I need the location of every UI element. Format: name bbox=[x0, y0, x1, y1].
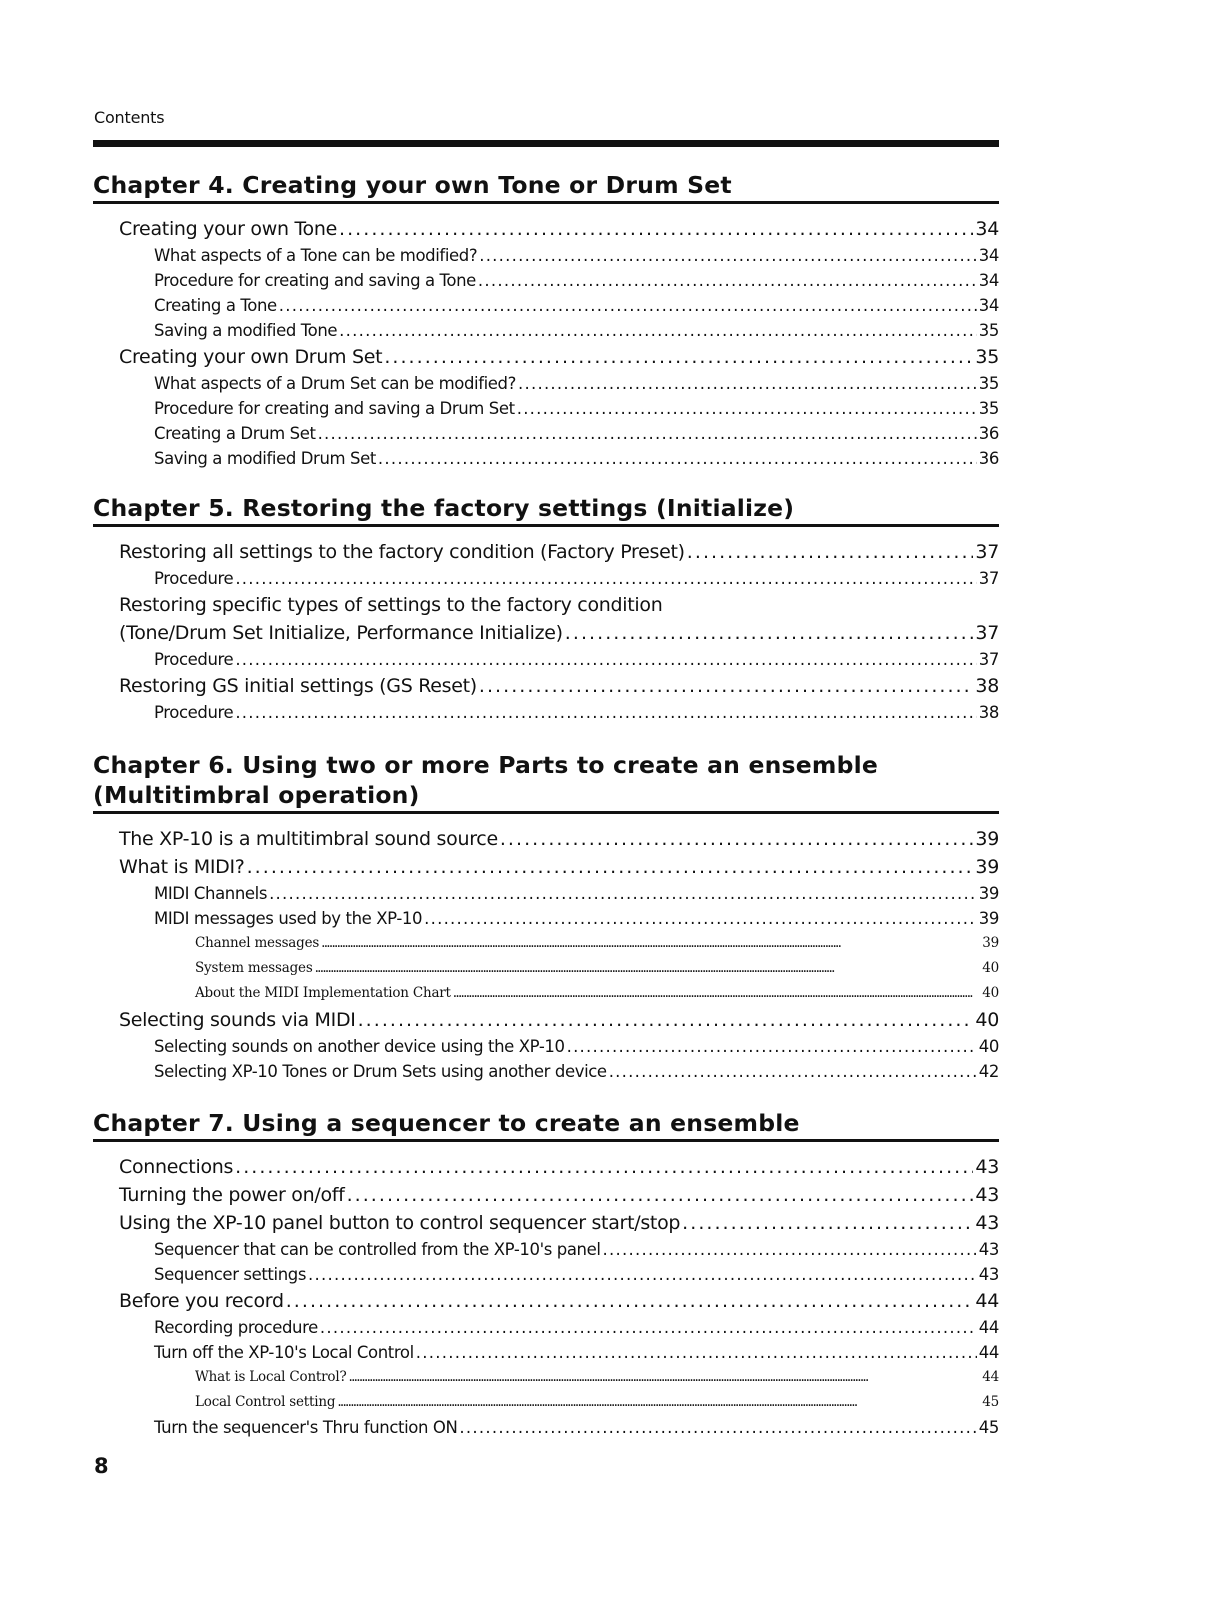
toc-entry[interactable] bbox=[93, 619, 999, 647]
header-rule bbox=[93, 140, 999, 147]
dot-leader bbox=[682, 1209, 973, 1237]
toc-entry-title: Channel messages bbox=[195, 935, 320, 951]
toc-page-number: 35 bbox=[978, 399, 999, 418]
toc-entry[interactable] bbox=[93, 446, 999, 471]
toc-page-number: 35 bbox=[978, 374, 999, 393]
toc-entry-title: Creating a Tone bbox=[154, 296, 277, 315]
toc-page-number: 39 bbox=[978, 909, 999, 928]
toc-entry[interactable] bbox=[93, 566, 999, 591]
toc-page-number: 35 bbox=[975, 346, 999, 368]
toc-entry-title: Connections bbox=[119, 1156, 234, 1178]
dot-leader bbox=[308, 1262, 977, 1287]
toc-entry[interactable] bbox=[93, 700, 999, 725]
dot-leader bbox=[424, 906, 977, 931]
toc-page-number: 42 bbox=[978, 1062, 999, 1081]
dot-leader bbox=[378, 446, 977, 471]
dot-leader bbox=[235, 700, 976, 725]
chapter-title-text: Chapter 4. Creating your own Tone or Drum Set bbox=[93, 171, 732, 199]
toc-page-number: 40 bbox=[975, 1009, 999, 1031]
dot-leader bbox=[479, 243, 977, 268]
toc-entry-title: Creating your own Drum Set bbox=[119, 346, 383, 368]
toc-entry[interactable] bbox=[93, 1340, 999, 1365]
toc-entry[interactable] bbox=[93, 1181, 999, 1209]
toc-entry-title: What is Local Control? bbox=[195, 1369, 347, 1385]
toc-entry-title: Turn the sequencer's Thru function ON bbox=[154, 1418, 458, 1437]
dot-leader bbox=[479, 672, 974, 700]
toc-entry-title: Saving a modified Drum Set bbox=[154, 449, 376, 468]
toc-page-number: 38 bbox=[975, 675, 999, 697]
toc-page-number: 37 bbox=[978, 650, 999, 669]
dot-leader bbox=[416, 1340, 977, 1365]
toc-entry-title: Selecting sounds via MIDI bbox=[119, 1009, 356, 1031]
toc-page-number: 40 bbox=[982, 985, 999, 1001]
toc-entry[interactable] bbox=[93, 1390, 999, 1415]
chapter-4-section bbox=[93, 170, 999, 471]
dot-leader bbox=[500, 825, 974, 853]
dot-leader bbox=[247, 853, 974, 881]
toc-entry[interactable] bbox=[93, 1287, 999, 1315]
toc-entry-title: Restoring all settings to the factory condition (Factory Preset) bbox=[119, 541, 685, 563]
chapter-rule bbox=[93, 524, 999, 527]
toc-page-number: 40 bbox=[982, 960, 999, 976]
dot-leader bbox=[339, 215, 973, 243]
dot-leader bbox=[318, 421, 977, 446]
chapter-title bbox=[93, 170, 999, 201]
toc-entry-title: Recording procedure bbox=[154, 1318, 318, 1337]
dot-leader bbox=[347, 1181, 974, 1209]
toc-entry[interactable] bbox=[93, 293, 999, 318]
toc-entry[interactable] bbox=[93, 825, 999, 853]
toc-entry[interactable] bbox=[93, 906, 999, 931]
toc-entry[interactable] bbox=[93, 1006, 999, 1034]
dot-leader bbox=[339, 318, 977, 343]
toc-entry[interactable] bbox=[93, 1059, 999, 1084]
toc-entry-title: Procedure bbox=[154, 569, 234, 588]
toc-entry[interactable] bbox=[93, 647, 999, 672]
chapter-title-text-line2: (Multitimbral operation) bbox=[93, 781, 420, 809]
toc-entry-title: Procedure bbox=[154, 703, 234, 722]
toc-entry[interactable] bbox=[93, 672, 999, 700]
toc-entry-title: Using the XP-10 panel button to control sequencer start/stop bbox=[119, 1212, 681, 1234]
dot-leader bbox=[518, 371, 977, 396]
toc-entry[interactable] bbox=[93, 371, 999, 396]
toc-entry[interactable] bbox=[93, 981, 999, 1006]
toc-entry-title: Selecting sounds on another device using the XP-10 bbox=[154, 1037, 565, 1056]
dot-leader bbox=[235, 647, 976, 672]
chapter-title-text: Chapter 5. Restoring the factory settings (Initialize) bbox=[93, 494, 795, 522]
toc-entry[interactable] bbox=[93, 318, 999, 343]
chapter-6-section bbox=[93, 750, 999, 1084]
toc-entry-title: Turning the power on/off bbox=[119, 1184, 345, 1206]
toc-entry-text: Restoring specific types of settings to the factory condition bbox=[119, 594, 663, 616]
chapter-7-section bbox=[93, 1108, 999, 1440]
toc-page-number: 39 bbox=[978, 884, 999, 903]
chapter-title-text: Chapter 6. Using two or more Parts to create an ensemble bbox=[93, 751, 878, 779]
dot-leader bbox=[453, 981, 980, 1006]
toc-page-number: 36 bbox=[978, 449, 999, 468]
toc-entry[interactable] bbox=[93, 268, 999, 293]
toc-page-number: 37 bbox=[975, 622, 999, 644]
toc-entry[interactable] bbox=[93, 956, 999, 981]
dot-leader bbox=[603, 1237, 977, 1262]
toc-entry-title: Procedure for creating and saving a Tone bbox=[154, 271, 476, 290]
toc-entry-title: What is MIDI? bbox=[119, 856, 245, 878]
page-number: 8 bbox=[94, 1454, 109, 1478]
toc-entry[interactable] bbox=[93, 215, 999, 243]
dot-leader bbox=[286, 1287, 974, 1315]
toc-page-number: 45 bbox=[982, 1394, 999, 1410]
toc-entry-title: System messages bbox=[195, 960, 313, 976]
toc-entry[interactable] bbox=[93, 1153, 999, 1181]
chapter-title bbox=[93, 1108, 999, 1139]
toc-page-number: 38 bbox=[978, 703, 999, 722]
dot-leader bbox=[609, 1059, 977, 1084]
toc-entry-title: Restoring GS initial settings (GS Reset) bbox=[119, 675, 477, 697]
dot-leader bbox=[337, 1390, 980, 1415]
dot-leader bbox=[349, 1365, 981, 1390]
toc-entry-title: Procedure bbox=[154, 650, 234, 669]
toc-entry-title: Procedure for creating and saving a Drum Set bbox=[154, 399, 515, 418]
dot-leader bbox=[315, 956, 981, 981]
dot-leader bbox=[565, 619, 974, 647]
toc-entry[interactable] bbox=[93, 421, 999, 446]
dot-leader bbox=[358, 1006, 974, 1034]
toc-page-number: 40 bbox=[978, 1037, 999, 1056]
toc-entry[interactable] bbox=[93, 931, 999, 956]
toc-page-number: 43 bbox=[975, 1184, 999, 1206]
toc-entry-title: What aspects of a Tone can be modified? bbox=[154, 246, 478, 265]
toc-entry-title: Sequencer that can be controlled from the XP-10's panel bbox=[154, 1240, 601, 1259]
running-header: Contents bbox=[94, 108, 165, 127]
toc-page-number: 43 bbox=[978, 1240, 999, 1259]
toc-entry-title: Local Control setting bbox=[195, 1394, 336, 1410]
toc-page-number: 34 bbox=[978, 271, 999, 290]
toc-page-number: 44 bbox=[975, 1290, 999, 1312]
dot-leader bbox=[235, 1153, 973, 1181]
toc-page-number: 44 bbox=[978, 1318, 999, 1337]
dot-leader bbox=[320, 1315, 977, 1340]
dot-leader bbox=[279, 293, 977, 318]
toc-entry-title: What aspects of a Drum Set can be modified? bbox=[154, 374, 516, 393]
toc-entry-title: The XP-10 is a multitimbral sound source bbox=[119, 828, 498, 850]
toc-entry-title: About the MIDI Implementation Chart bbox=[195, 985, 451, 1001]
toc-entry[interactable] bbox=[93, 343, 999, 371]
toc-page-number: 34 bbox=[978, 246, 999, 265]
toc-page-number: 43 bbox=[978, 1265, 999, 1284]
toc-entry-title: MIDI Channels bbox=[154, 884, 268, 903]
toc-page-number: 39 bbox=[982, 935, 999, 951]
chapter-rule bbox=[93, 201, 999, 204]
chapter-rule bbox=[93, 811, 999, 814]
chapter-rule bbox=[93, 1139, 999, 1142]
toc-entry-title: Turn off the XP-10's Local Control bbox=[154, 1343, 414, 1362]
dot-leader bbox=[567, 1034, 977, 1059]
chapter-title-text: Chapter 7. Using a sequencer to create an ensemble bbox=[93, 1109, 800, 1137]
toc-entry-title: Selecting XP-10 Tones or Drum Sets using another device bbox=[154, 1062, 607, 1081]
toc-entry[interactable] bbox=[93, 1209, 999, 1237]
toc-page-number: 39 bbox=[975, 856, 999, 878]
toc-entry[interactable] bbox=[93, 396, 999, 421]
toc-entry-title: MIDI messages used by the XP-10 bbox=[154, 909, 423, 928]
dot-leader bbox=[517, 396, 977, 421]
toc-page-number: 37 bbox=[975, 541, 999, 563]
toc-page-number: 43 bbox=[975, 1156, 999, 1178]
toc-entry-title: Before you record bbox=[119, 1290, 284, 1312]
dot-leader bbox=[321, 931, 980, 956]
toc-entry[interactable] bbox=[93, 1415, 999, 1440]
toc-entry-title: Saving a modified Tone bbox=[154, 321, 338, 340]
toc-page-number: 39 bbox=[975, 828, 999, 850]
toc-page-number: 34 bbox=[975, 218, 999, 240]
toc-page-number: 35 bbox=[978, 321, 999, 340]
toc-page-number: 36 bbox=[978, 424, 999, 443]
toc-entry-title: (Tone/Drum Set Initialize, Performance Initialize) bbox=[119, 622, 563, 644]
toc-entry-title: Sequencer settings bbox=[154, 1265, 307, 1284]
toc-entry[interactable] bbox=[93, 1315, 999, 1340]
dot-leader bbox=[478, 268, 977, 293]
toc-entry[interactable] bbox=[93, 1034, 999, 1059]
dot-leader bbox=[235, 566, 976, 591]
dot-leader bbox=[459, 1415, 976, 1440]
dot-leader bbox=[687, 538, 974, 566]
toc-page-number: 37 bbox=[978, 569, 999, 588]
toc-entry[interactable] bbox=[93, 1365, 999, 1390]
dot-leader bbox=[269, 881, 977, 906]
toc-entry-title: Creating a Drum Set bbox=[154, 424, 316, 443]
toc-page-number: 44 bbox=[982, 1369, 999, 1385]
dot-leader bbox=[384, 343, 973, 371]
chapter-title bbox=[93, 750, 999, 811]
toc-entry[interactable] bbox=[93, 243, 999, 268]
toc-page-number: 45 bbox=[978, 1418, 999, 1437]
toc-entry[interactable] bbox=[93, 538, 999, 566]
chapter-5-section bbox=[93, 493, 999, 725]
toc-entry[interactable] bbox=[93, 853, 999, 881]
toc-page-number: 43 bbox=[975, 1212, 999, 1234]
toc-page-number: 44 bbox=[978, 1343, 999, 1362]
toc-entry[interactable] bbox=[93, 1262, 999, 1287]
toc-entry-title: Creating your own Tone bbox=[119, 218, 338, 240]
toc-entry[interactable] bbox=[93, 1237, 999, 1262]
toc-page-number: 34 bbox=[978, 296, 999, 315]
chapter-title bbox=[93, 493, 999, 524]
toc-entry[interactable] bbox=[93, 881, 999, 906]
